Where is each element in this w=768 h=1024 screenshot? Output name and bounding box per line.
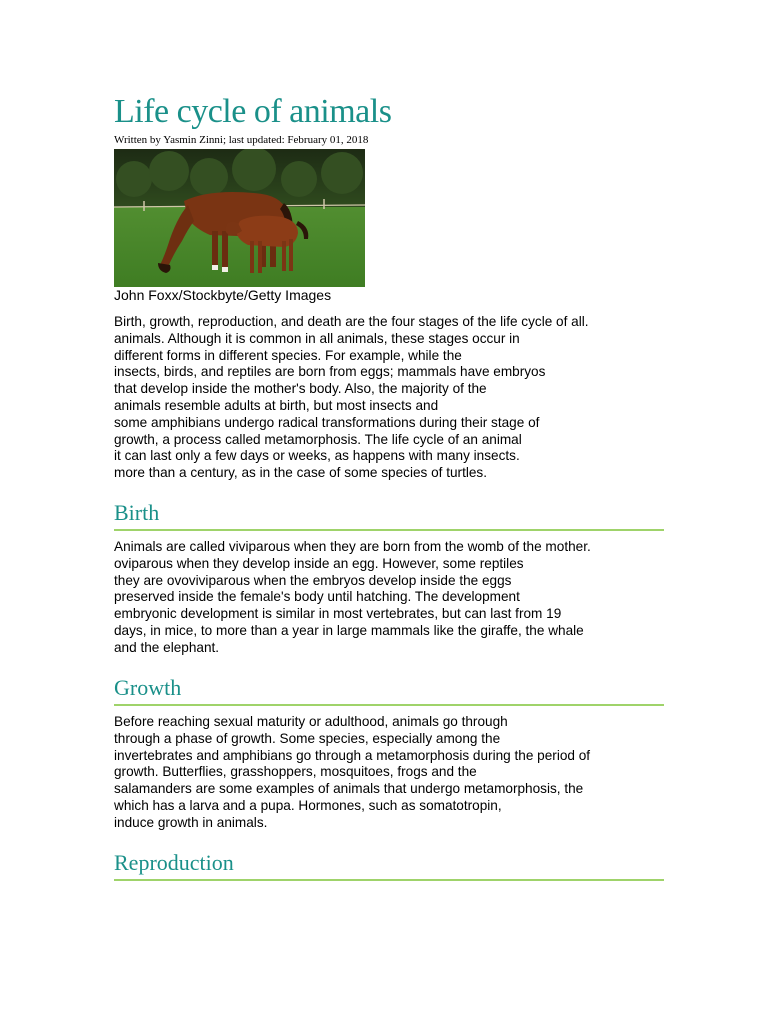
text-line: it can last only a few days or weeks, as happens with many insects. (114, 448, 520, 464)
text-line: Before reaching sexual maturity or adulthood, animals go through (114, 714, 508, 729)
article-byline: Written by Yasmin Zinni; last updated: February 01, 2018 (114, 134, 369, 146)
section-heading-birth: Birth (114, 500, 664, 531)
text-line: oviparous when they develop inside an egg. However, some reptiles (114, 555, 524, 571)
text-line: days, in mice, to more than a year in large mammals like the giraffe, the whale (114, 622, 584, 638)
text-line: animals resemble adults at birth, but most insects and (114, 397, 439, 413)
text-line: different forms in different species. For example, while the (114, 347, 462, 363)
text-line: induce growth in animals. (114, 814, 268, 830)
text-line: and the elephant. (114, 639, 220, 655)
section-heading-growth: Growth (114, 675, 664, 706)
text-line: salamanders are some examples of animals that undergo metamorphosis, the (114, 781, 584, 797)
photo-credit: John Foxx/Stockbyte/Getty Images (114, 287, 332, 303)
text-line: some amphibians undergo radical transformations during their stage of (114, 414, 540, 430)
text-line: Birth, growth, reproduction, and death are the four stages of the life cycle of all. (114, 314, 589, 329)
text-line: invertebrates and amphibians go through a metamorphosis during the period of (114, 747, 591, 763)
growth-paragraph (114, 714, 590, 832)
text-line: Animals are called viviparous when they are born from the womb of the mother. (114, 539, 591, 554)
text-line: growth, a process called metamorphosis. The life cycle of an animal (114, 431, 522, 447)
text-line: more than a century, as in the case of some species of turtles. (114, 465, 488, 481)
text-line: that develop inside the mother's body. Also, the majority of the (114, 381, 487, 397)
text-line: preserved inside the female's body until hatching. The development (114, 589, 520, 605)
horse-and-foal-photo (114, 149, 365, 287)
section-heading-reproduction: Reproduction (114, 850, 664, 881)
text-line: animals. Although it is common in all animals, these stages occur in (114, 330, 520, 346)
text-line: insects, birds, and reptiles are born from eggs; mammals have embryos (114, 364, 546, 380)
intro-paragraph (114, 314, 589, 482)
article-title: Life cycle of animals (114, 93, 392, 130)
text-line: embryonic development is similar in most vertebrates, but can last from 19 (114, 606, 562, 622)
text-line: they are ovoviviparous when the embryos develop inside the eggs (114, 572, 512, 588)
text-line: through a phase of growth. Some species, especially among the (114, 730, 501, 746)
birth-paragraph (114, 539, 591, 657)
text-line: which has a larva and a pupa. Hormones, such as somatotropin, (114, 797, 502, 813)
text-line: growth. Butterflies, grasshoppers, mosquitoes, frogs and the (114, 764, 477, 780)
